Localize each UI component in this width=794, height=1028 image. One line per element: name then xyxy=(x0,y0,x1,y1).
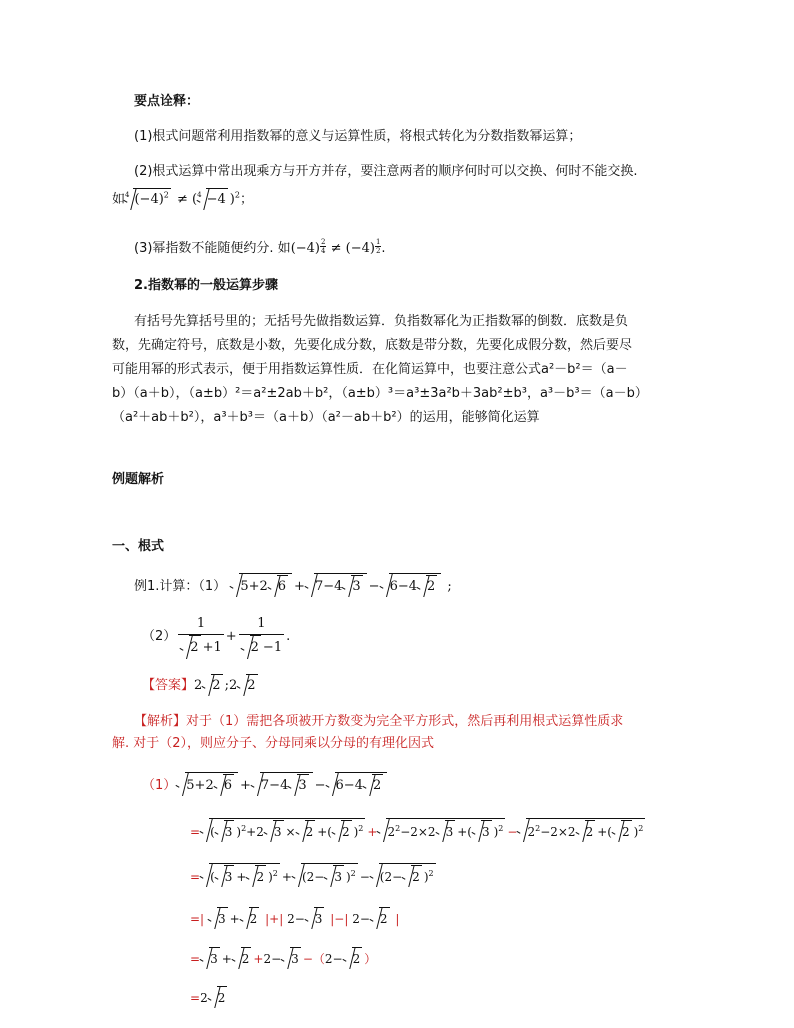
section2-line-3: 可能用幂的形式表示，便于用指数运算性质．在化简运算中，也要注意公式a²－b²＝（a－ xyxy=(112,362,628,377)
solution-step-2: = ( 3 + 2 )$^2$ + (2− 3 )$^2$ − (2− 2 )$^2$ xyxy=(190,863,438,887)
section2-line-5: （a²＋ab＋b²），a³＋b³＝（a＋b）（a²－ab＋b²）的运用，能够简化运算 xyxy=(112,410,540,425)
note-1: (1)根式问题常利用指数幂的意义与运算性质，将根式转化为分数指数幂运算； xyxy=(134,129,582,144)
solution-step-4: = 3 + 2 +2− 3 −（2− 2 ） xyxy=(190,947,376,969)
note-2: (2)根式运算中常出现乘方与开方并存，要注意两者的顺序何时可以交换、何时不能交换. xyxy=(134,164,638,179)
section2-line-1: 有括号先算括号里的；无括号先做指数运算．负指数幂化为正指数幂的倒数．底数是负 xyxy=(134,314,629,329)
section2-line-2: 数，先确定符号，底数是小数，先要化成分数，底数是带分数，先要化成假分数，然后要尽 xyxy=(112,338,633,353)
example1-part2: （2） $\frac{1}{2 +1}$ + $\frac{1}{2 -1}$ . xyxy=(142,614,290,659)
example1-part1: 例1.计算：（1） 5+2 6 + 7−4 3 − 6−4 2 ; xyxy=(134,573,452,597)
part1-heading: 一、根式 xyxy=(112,539,165,554)
analysis-tag: 【解析】 xyxy=(134,714,187,729)
section2-line-4: b）（a＋b），（a±b）²＝a²±2ab＋b²，（a±b）³＝a³±3a²b＋3ab²±b³，a³－b³＝（a－b） xyxy=(112,386,648,401)
answer-tag: 【答案】 xyxy=(142,678,195,693)
note-2-example: 如$^4$ $(-4)^2 \ne (^4$ −4 )$^2$； xyxy=(112,188,253,211)
analysis-line-2: 解. 对于（2），则应分子、分母同乘以分母的有理化因式 xyxy=(112,736,435,751)
solution-step-1: = ( 3 )$^2$+2 3 × 2 +( 2 )$^2$ + $2^2-2\times 2$ 3 +( 3 )$^2$ − $2^2-2\times 2$ 2 +( 2 )$^2$ xyxy=(190,818,647,842)
examples-heading: 例题解析 xyxy=(112,472,165,487)
solution-step-5: =2 2 xyxy=(190,986,229,1008)
solution-step-3: =| 3 + 2 |+| 2− 3 |−| 2− 2 | xyxy=(190,907,399,929)
notes-heading: 要点诠释： xyxy=(134,94,200,109)
answer-value: 2 2 ;2 2 xyxy=(194,678,260,693)
note-3: (3)幂指数不能随便约分. 如(−4) $\frac{2}{4}$ ≠ (−4) $\frac{1}{2}$ . xyxy=(134,238,386,256)
example1-answer xyxy=(142,674,260,696)
solution-step-0: （1） 5+2 6 + 7−4 3 − 6−4 2 xyxy=(142,772,389,796)
section2-heading: 2.指数幂的一般运算步骤 xyxy=(134,278,278,293)
analysis-line-1: 【解析】对于（1）需把各项被开方数变为完全平方形式，然后再利用根式运算性质求 xyxy=(134,714,624,729)
